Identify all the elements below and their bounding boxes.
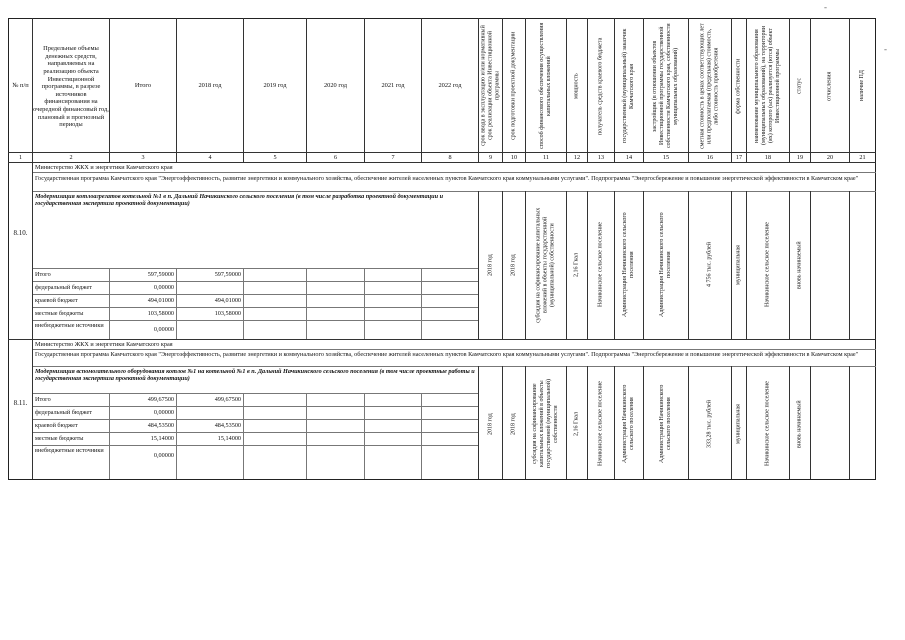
column-number: 21 bbox=[859, 154, 866, 161]
recipient: Начикинское сельское поселение bbox=[597, 381, 604, 467]
row-label: местные бюджеты bbox=[35, 435, 84, 442]
row-total: 0,00000 bbox=[153, 326, 174, 333]
header-commissioning-date: срок ввода в эксплуатацию и/или нормативный срок реализации объекта Инвестиционной программы bbox=[480, 25, 501, 147]
row-2018: 484,53500 bbox=[214, 422, 241, 429]
column-number: 18 bbox=[764, 154, 772, 161]
row-label: краевой бюджет bbox=[35, 297, 78, 304]
row-2018: 15,14000 bbox=[217, 435, 241, 442]
column-number: 11 bbox=[543, 154, 549, 161]
row-2018: 103,58000 bbox=[214, 310, 241, 317]
estimated-cost: 333,28 тыс. рублей bbox=[706, 400, 713, 448]
developer: Администрация Начикинского сельского поселения bbox=[659, 384, 672, 464]
row-total: 0,00000 bbox=[153, 284, 174, 291]
customer: Администрация Начикинского сельского поселения bbox=[622, 384, 635, 464]
header-funding-method: способ финансового обеспечения осуществления капитальных вложений bbox=[539, 22, 552, 150]
object-title: Модернизация котлоагрегатов котельной №1 в п. Дальний Начикинского сельского поселения (в том числе разработка проектной документации и государственная экспертиза проектной документации) bbox=[35, 193, 444, 208]
header-design-docs: наличие ПД bbox=[859, 70, 865, 102]
funding-method: субсидия на софинансирование капитальных вложений в объекты государственной (муниципальной) собственности bbox=[535, 207, 556, 323]
funding-method: субсидия на софинансирование капитальных вложений в объекты государственной (муниципальной) собственности bbox=[532, 379, 559, 469]
estimated-cost: 4 756 тыс. рублей bbox=[706, 242, 713, 288]
ownership: муниципальная bbox=[735, 245, 742, 285]
municipality: Начикинское сельское поселение bbox=[764, 222, 771, 308]
capacity: 2,16 Гкал bbox=[573, 412, 580, 437]
row-2018: 499,67500 bbox=[214, 396, 241, 403]
header-customer: государственный (муниципальный) заказчик Камчатского края bbox=[622, 28, 635, 144]
corner-mark: - bbox=[824, 2, 827, 12]
corner-mark: - bbox=[884, 44, 887, 54]
column-number: 17 bbox=[735, 154, 743, 161]
header-year-2021: 2021 год bbox=[381, 82, 405, 90]
status: вновь начинаемый bbox=[796, 400, 803, 448]
row-label: Итого bbox=[35, 396, 51, 403]
capacity: 2,16 Гкал bbox=[573, 253, 580, 278]
column-number: 6 bbox=[333, 154, 338, 161]
design-docs bbox=[850, 200, 875, 330]
row-total: 15,14000 bbox=[150, 435, 174, 442]
item-number: 8.10. bbox=[13, 229, 28, 237]
column-number: 7 bbox=[391, 154, 395, 161]
program-line: Государственная программа Камчатского края "Энергоэффективность, развитие энергетики и коммунального хозяйства, обеспечение жителей населенных пунктов Камчатского края коммунальными услугами". Подпрограмма "Энергосбережение и повышение энергетической эффективности в Камчатском крае" bbox=[35, 351, 859, 358]
design-period: 2018 год bbox=[510, 413, 517, 435]
ownership: муниципальная bbox=[735, 404, 742, 444]
column-number: 10 bbox=[510, 154, 518, 161]
header-total: Итого bbox=[134, 82, 152, 90]
header-year-2019: 2019 год bbox=[263, 82, 287, 90]
object-title: Модернизация вспомогательного оборудования котлов №1 на котельной №1 в п. Дальний Начикинского сельского поселения (в том числе проектные работы и государственная экспертиза проектной документации) bbox=[35, 368, 475, 383]
municipality: Начикинское сельское поселение bbox=[764, 381, 771, 467]
row-total: 0,00000 bbox=[153, 452, 174, 459]
row-total: 103,58000 bbox=[147, 310, 174, 317]
header-ownership: форма собственности bbox=[735, 58, 742, 114]
header-municipality: наименование муниципального образования (муниципальных образований), на территории (ях) которого (ых) реализуется (ются) объект Инвестиционной программы bbox=[754, 26, 781, 146]
customer: Администрация Начикинского сельского поселения bbox=[622, 212, 635, 318]
header-recipient: получатель средств краевого бюджета bbox=[597, 37, 604, 135]
column-number: 13 bbox=[597, 154, 605, 161]
row-total: 597,59000 bbox=[147, 271, 174, 278]
row-label: федеральный бюджет bbox=[35, 409, 92, 416]
developer: Администрация Начикинского сельского поселения bbox=[659, 212, 672, 318]
row-label: краевой бюджет bbox=[35, 422, 78, 429]
header-number: № п/п bbox=[12, 82, 29, 90]
column-number: 14 bbox=[625, 154, 633, 161]
column-number: 16 bbox=[706, 154, 714, 161]
row-label: внебюджетные источники bbox=[35, 322, 104, 329]
row-total: 0,00000 bbox=[153, 409, 174, 416]
commissioning-date: 2018 год bbox=[487, 254, 494, 276]
column-number: 3 bbox=[141, 154, 145, 161]
header-year-2020: 2020 год bbox=[323, 82, 348, 90]
row-total: 494,01000 bbox=[147, 297, 174, 304]
item-number: 8.11. bbox=[13, 399, 28, 407]
status: вновь начинаемый bbox=[796, 241, 803, 289]
ministry-line: Министерство ЖКХ и энергетики Камчатского края bbox=[35, 164, 173, 171]
column-number: 5 bbox=[273, 154, 277, 161]
header-status: статус bbox=[796, 77, 803, 95]
row-2018: 494,01000 bbox=[214, 297, 241, 304]
commissioning-date: 2018 год bbox=[487, 413, 494, 435]
column-number: 9 bbox=[488, 154, 493, 161]
design-docs bbox=[850, 372, 875, 476]
row-label: местные бюджеты bbox=[35, 310, 84, 317]
deductions bbox=[811, 200, 849, 330]
row-label: Итого bbox=[35, 271, 51, 278]
header-developer: застройщик (в отношении объектов Инвестиционной программы государственной собственности Камчатского края, собственности муниципальных образований) bbox=[652, 23, 679, 149]
header-funding: Предельные объемы денежных средств, направляемых на реализацию объекта Инвестиционной программы, в разрезе источников финансирования на очередной финансовый год, плановый и прогнозный периоды bbox=[33, 45, 109, 129]
row-2018: 597,59000 bbox=[214, 271, 241, 278]
column-number: 8 bbox=[448, 154, 452, 161]
column-number: 1 bbox=[18, 154, 23, 161]
header-capacity: мощность bbox=[573, 73, 580, 99]
recipient: Начикинское сельское поселение bbox=[597, 222, 604, 308]
row-total: 499,67500 bbox=[147, 396, 174, 403]
row-label: внебюджетные источники bbox=[35, 447, 104, 454]
deductions bbox=[811, 372, 849, 476]
column-number: 15 bbox=[662, 154, 670, 161]
column-number: 12 bbox=[573, 154, 581, 161]
header-design-period: срок подготовки проектной документации bbox=[510, 31, 517, 141]
column-number: 19 bbox=[796, 154, 804, 161]
row-total: 484,53500 bbox=[147, 422, 174, 429]
column-number: 4 bbox=[208, 154, 212, 161]
ministry-line: Министерство ЖКХ и энергетики Камчатского края bbox=[35, 341, 173, 348]
header-year-2018: 2018 год bbox=[198, 82, 222, 90]
header-deductions: отчисления bbox=[826, 71, 833, 101]
header-estimated-cost: сметная стоимость в ценах соответствующих лет или предполагаемая (предельная) стоимость, либо стоимость приобретения bbox=[699, 23, 720, 149]
column-number: 2 bbox=[69, 154, 73, 161]
row-label: федеральный бюджет bbox=[35, 284, 92, 291]
design-period: 2018 год bbox=[510, 254, 517, 276]
header-year-2022: 2022 год bbox=[438, 82, 462, 90]
column-number: 20 bbox=[826, 154, 834, 161]
program-line: Государственная программа Камчатского края "Энергоэффективность, развитие энергетики и коммунального хозяйства, обеспечение жителей населенных пунктов Камчатского края коммунальными услугами". Подпрограмма "Энергосбережение и повышение энергетической эффективности в Камчатском крае" bbox=[35, 175, 859, 182]
